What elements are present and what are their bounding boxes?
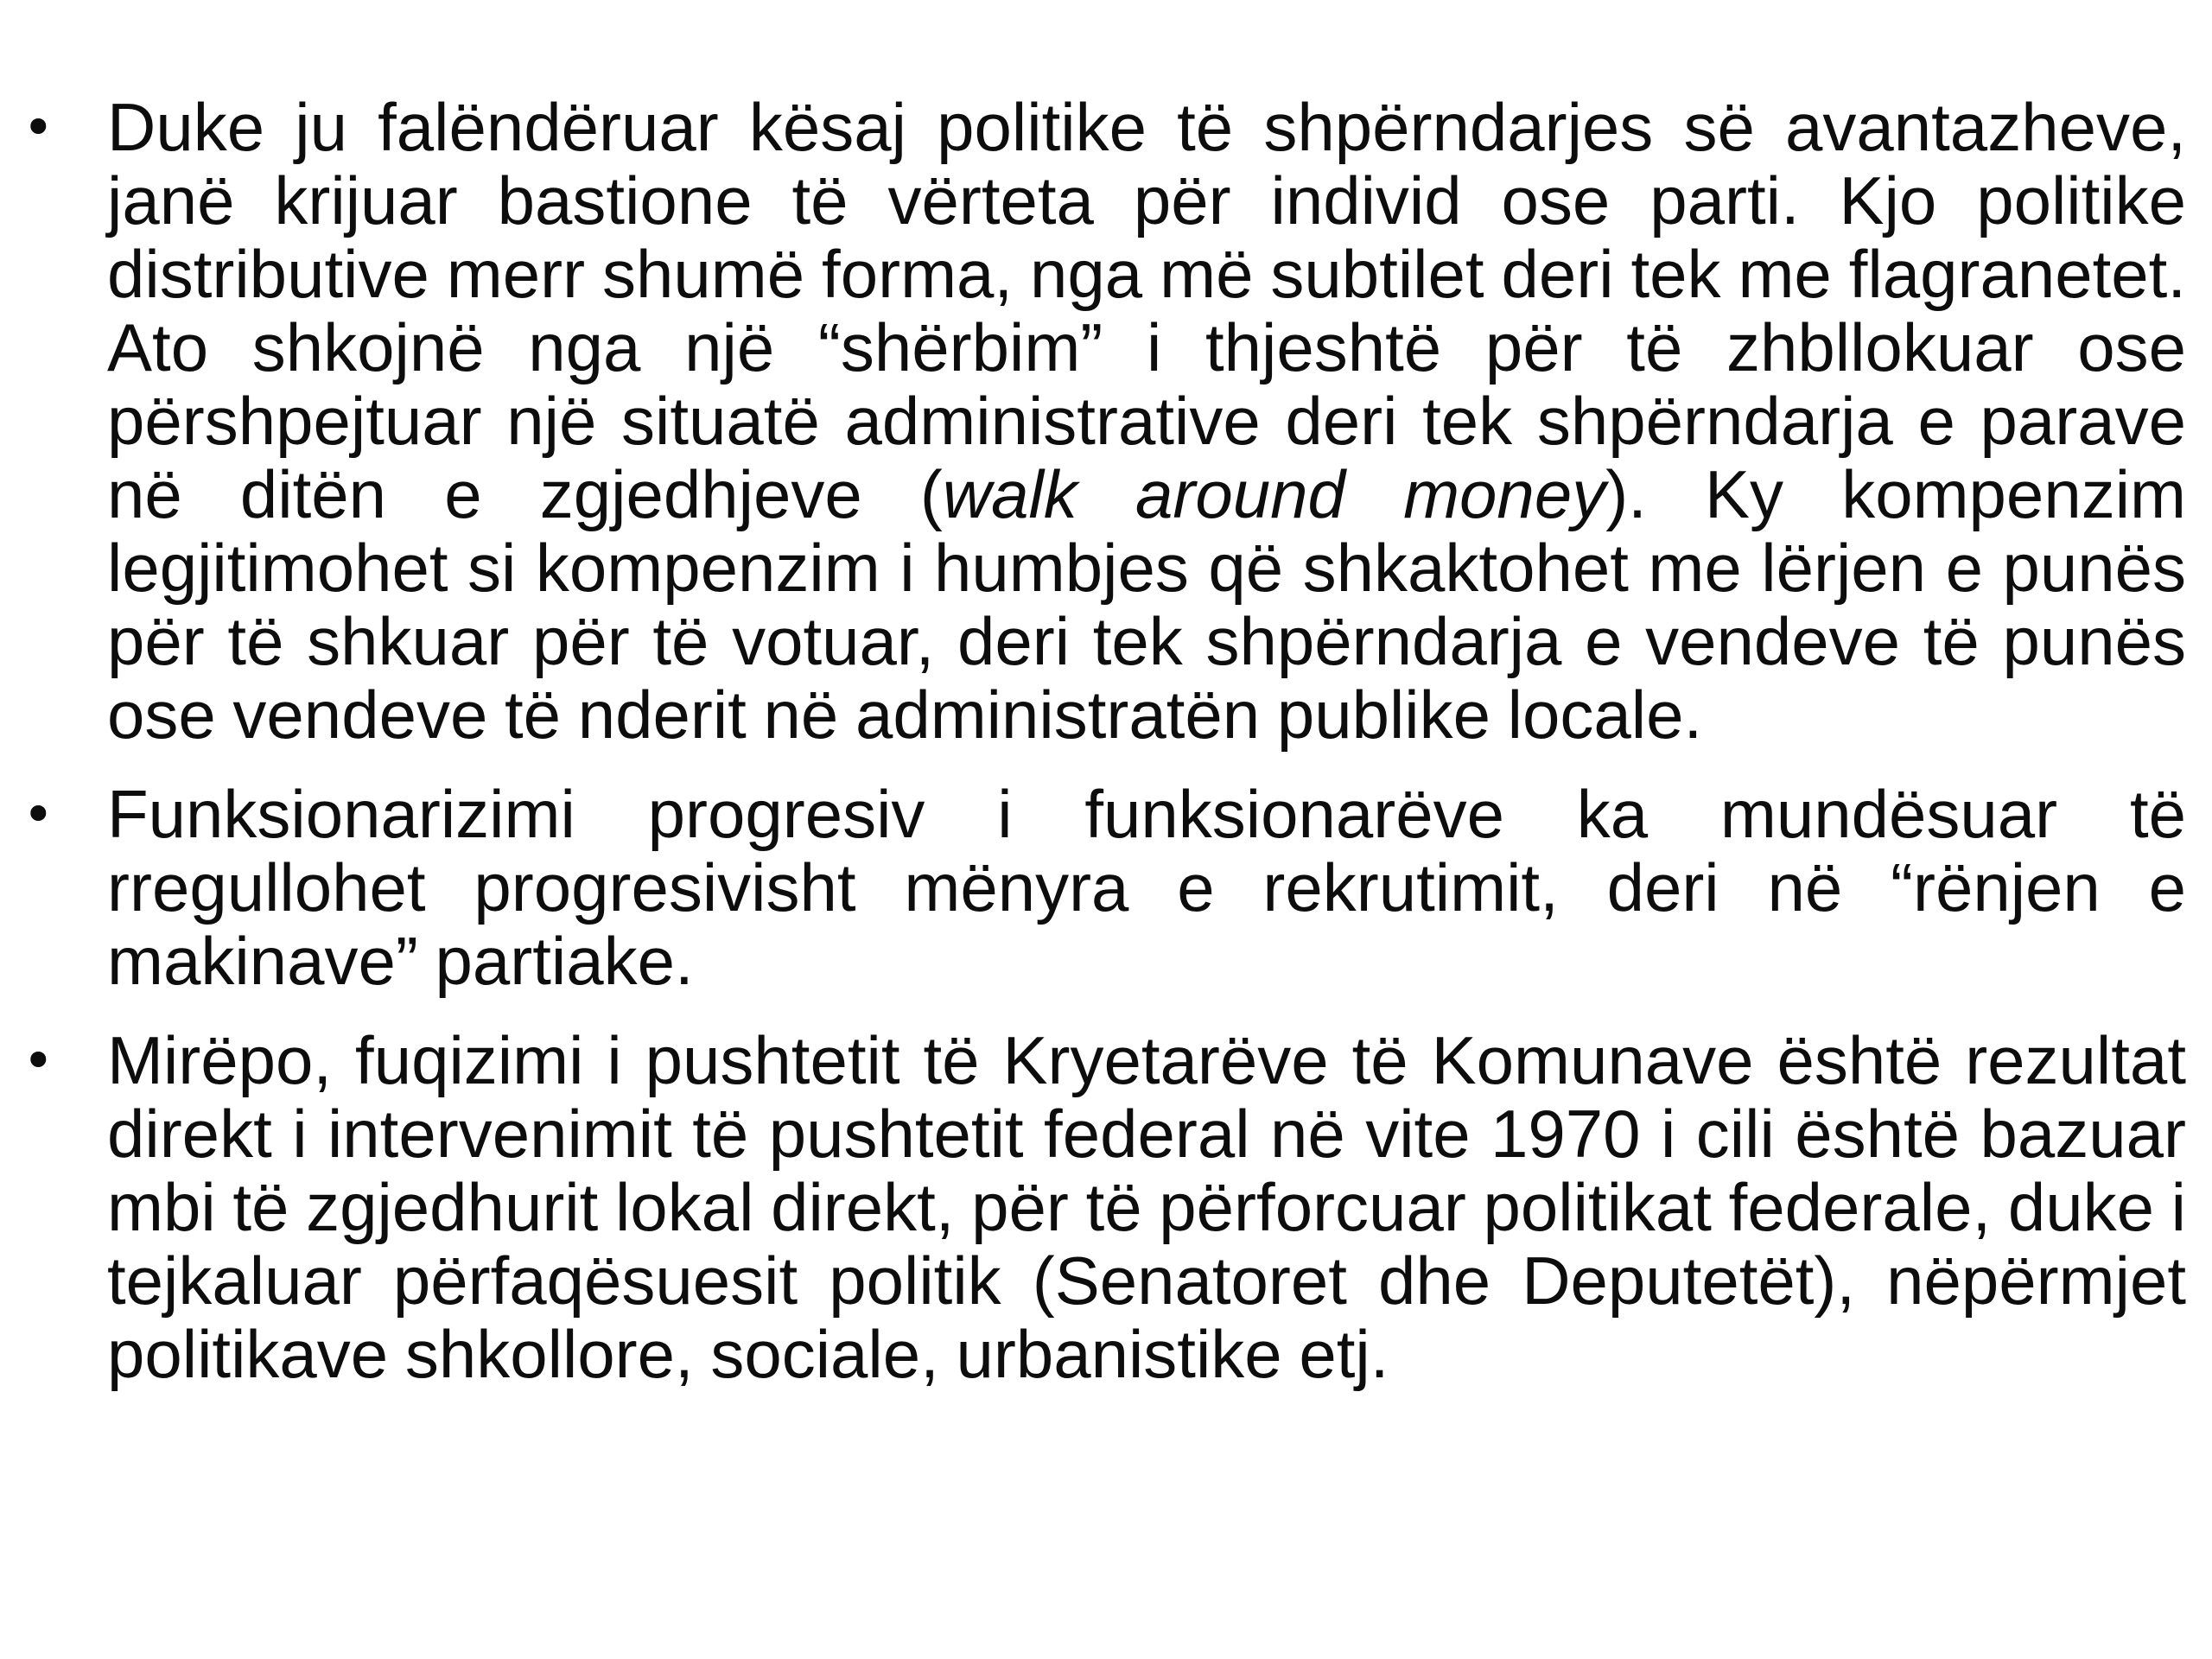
bullet-1-text-end: ). Ky kompenzim legjitimohet si kompenzim i humbjes që shkaktohet me lërjen e punës për të shkuar për të votuar, deri tek shpërndarja e vendeve të punës ose vendeve të nderit në administratën publike locale. bbox=[107, 456, 2186, 753]
bullet-item-3 bbox=[0, 1024, 2186, 1391]
bullet-list bbox=[0, 91, 2186, 1391]
bullet-1-italic-term: walk around money bbox=[942, 456, 1606, 532]
bullet-dot-icon: • bbox=[22, 1029, 54, 1092]
bullet-1-text-start: Duke ju falëndëruar kësaj politike të shpërndarjes së avantazheve, janë krijuar bastione të vërteta për individ ose parti. Kjo politike distributive merr shumë forma, nga më subtilet deri tek me flagranetet. Ato shkojnë nga një “shërbim” i thjeshtë për të zhbllokuar ose përshpejtuar një situatë administrative deri tek shpërndarja e parave në ditën e zgjedhjeve ( bbox=[107, 89, 2186, 532]
bullet-2-text: Funksionarizimi progresiv i funksionarëve ka mundësuar të rregullohet progresivisht mënyra e rekrutimit, deri në “rënjen e makinave” partiake. bbox=[107, 776, 2186, 999]
bullet-1-text bbox=[107, 91, 2186, 752]
bullet-item-2 bbox=[0, 778, 2186, 998]
bullet-3-text: Mirëpo, fuqizimi i pushtetit të Kryetarëve të Komunave është rezultat direkt i intervenimit të pushtetit federal në vite 1970 i cili është bazuar mbi të zgjedhurit lokal direkt, për të përforcuar politikat federale, duke i tejkaluar përfaqësuesit politik (Senatoret dhe Deputetët), nëpërmjet politikave shkollore, sociale, urbanistike etj. bbox=[107, 1022, 2186, 1392]
bullet-dot-icon: • bbox=[22, 96, 54, 159]
bullet-item-1 bbox=[0, 91, 2186, 752]
bullet-dot-icon: • bbox=[22, 783, 54, 846]
